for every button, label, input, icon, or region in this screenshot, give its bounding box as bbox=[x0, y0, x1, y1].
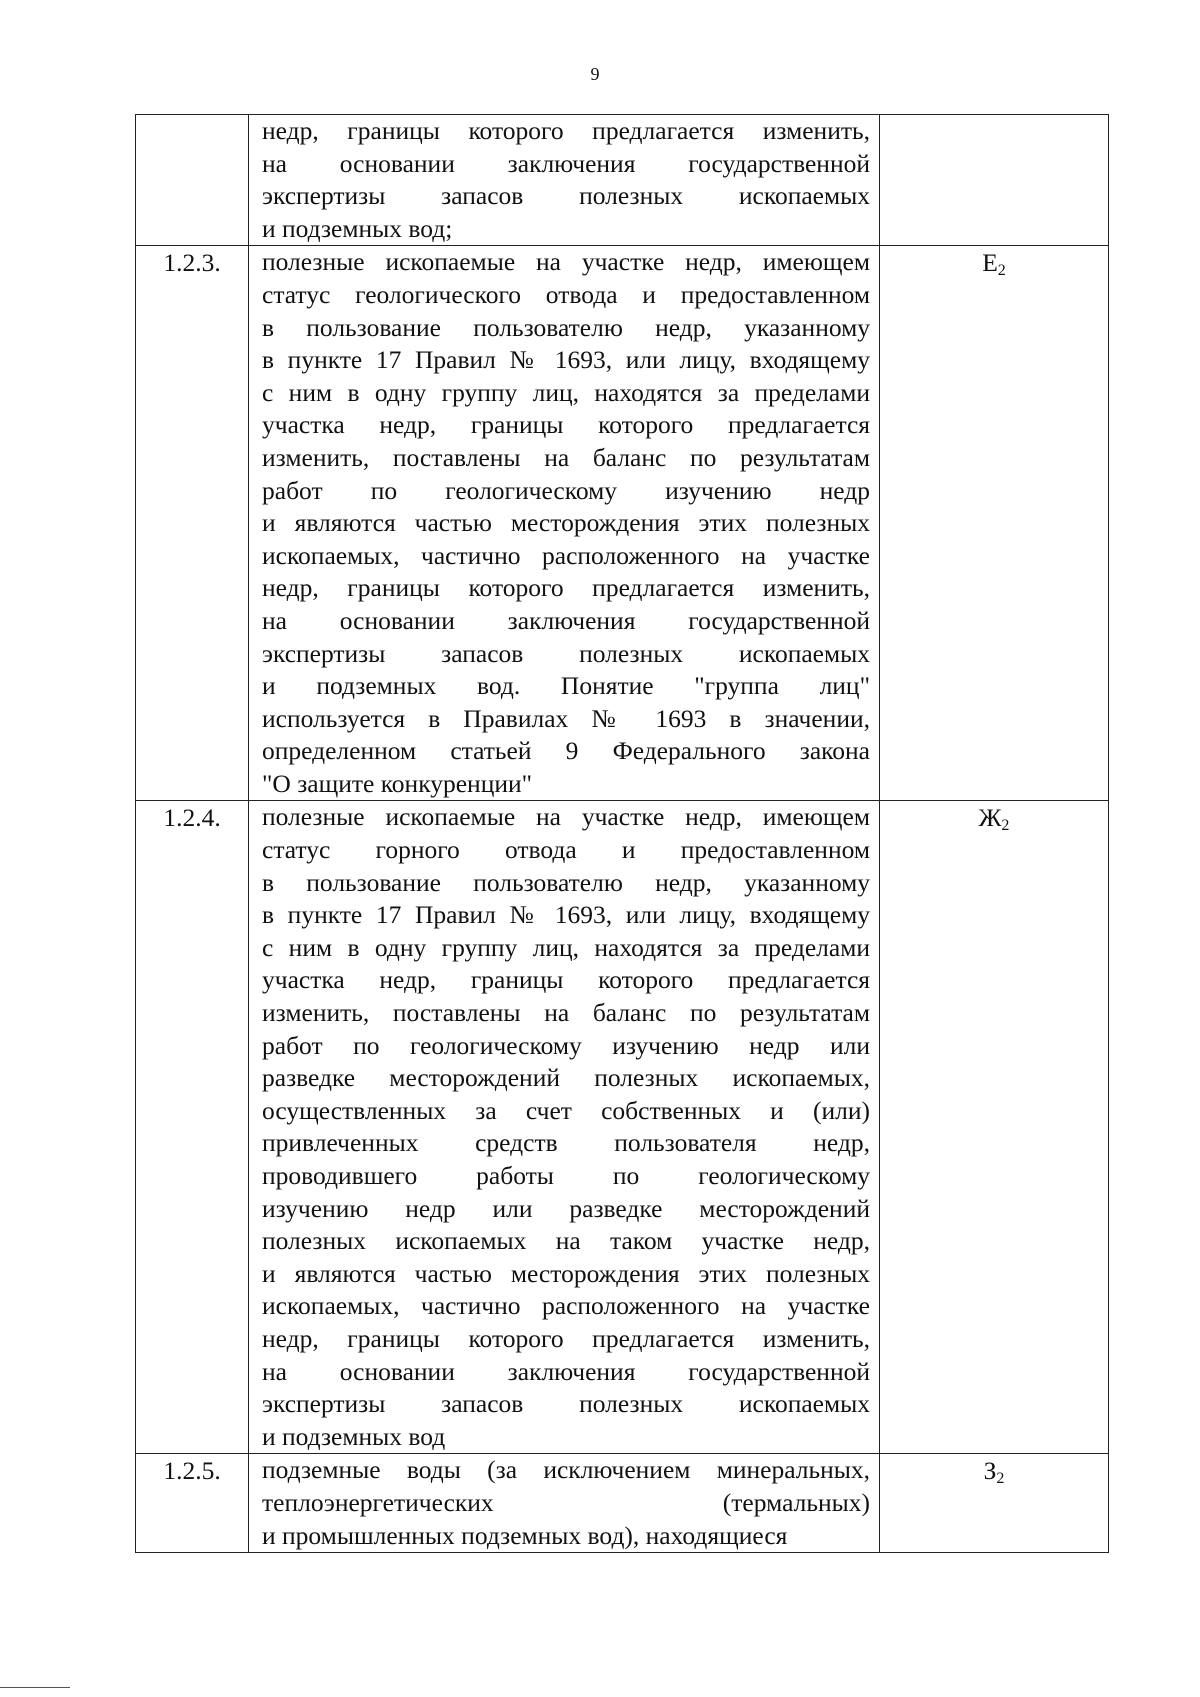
item-number: 1.2.3. bbox=[136, 246, 249, 801]
description-line: в пользование пользователю недр, указанному bbox=[262, 867, 870, 897]
code-subscript: 2 bbox=[997, 262, 1006, 280]
description-line: и подземных вод. Понятие "группа лиц" bbox=[262, 671, 870, 701]
description-line: на основании заключения государственной bbox=[262, 148, 870, 178]
description-line: в пользование пользователю недр, указанному bbox=[262, 312, 870, 342]
description-line: полезных ископаемых на таком участке недр, bbox=[262, 1226, 870, 1256]
description-line: осуществленных за счет собственных и (или) bbox=[262, 1095, 870, 1125]
description-line: теплоэнергетических (термальных) bbox=[262, 1487, 870, 1517]
code-letter: З bbox=[983, 1456, 997, 1486]
item-code bbox=[880, 1454, 1109, 1553]
description-line: на основании заключения государственной bbox=[262, 1356, 870, 1386]
description-line: ископаемых, частично расположенного на участке bbox=[262, 540, 870, 570]
item-description bbox=[249, 246, 880, 801]
description-line: экспертизы запасов полезных ископаемых bbox=[262, 1389, 870, 1419]
item-number bbox=[136, 115, 249, 246]
description-line: недр, границы которого предлагается изменить, bbox=[262, 1323, 870, 1353]
description-line: статус геологического отвода и предоставленном bbox=[262, 279, 870, 309]
code-label bbox=[983, 1456, 1005, 1488]
description-line: полезные ископаемые на участке недр, имеющем bbox=[262, 802, 870, 832]
description-line: недр, границы которого предлагается изменить, bbox=[262, 573, 870, 603]
item-description bbox=[249, 1454, 880, 1553]
description-line: и являются частью месторождения этих полезных bbox=[262, 1258, 870, 1288]
item-code bbox=[880, 246, 1109, 801]
code-subscript: 2 bbox=[996, 1470, 1005, 1488]
description-line: участка недр, границы которого предлагается bbox=[262, 410, 870, 440]
code-letter: Ж bbox=[978, 803, 1002, 833]
description-line: и подземных вод bbox=[262, 1421, 446, 1451]
table-row bbox=[136, 246, 1109, 801]
description-line: полезные ископаемые на участке недр, имеющем bbox=[262, 247, 870, 277]
description-line: используется в Правилах № 1693 в значении, bbox=[262, 703, 870, 733]
description-line: и подземных вод; bbox=[262, 213, 453, 243]
table-row bbox=[136, 115, 1109, 246]
description-line: определенном статьей 9 Федерального закона bbox=[262, 736, 870, 766]
description-line: изучению недр или разведке месторождений bbox=[262, 1193, 870, 1223]
description-line: недр, границы которого предлагается изменить, bbox=[262, 116, 870, 145]
table-body bbox=[136, 115, 1109, 1553]
description-line: в пункте 17 Правил № 1693, или лицу, входящему bbox=[262, 900, 870, 930]
table-row bbox=[136, 801, 1109, 1454]
description-line: ископаемых, частично расположенного на участке bbox=[262, 1291, 870, 1321]
description-line: подземные воды (за исключением минеральных, bbox=[262, 1455, 870, 1485]
item-number: 1.2.4. bbox=[136, 801, 249, 1454]
code-label bbox=[982, 248, 1006, 280]
description-line: в пункте 17 Правил № 1693, или лицу, входящему bbox=[262, 345, 870, 375]
description-line: и промышленных подземных вод), находящиеся bbox=[262, 1520, 788, 1550]
description-line: проводившего работы по геологическому bbox=[262, 1161, 870, 1190]
description-line: участка недр, границы которого предлагается bbox=[262, 965, 870, 995]
description-line: с ним в одну группу лиц, находятся за пределами bbox=[262, 932, 870, 962]
description-line: изменить, поставлены на баланс по результатам bbox=[262, 998, 870, 1028]
description-line: разведке месторождений полезных ископаемых, bbox=[262, 1063, 870, 1093]
item-number: 1.2.5. bbox=[136, 1454, 249, 1553]
code-letter: Е bbox=[982, 248, 998, 278]
item-code bbox=[880, 115, 1109, 246]
description-line: изменить, поставлены на баланс по результатам bbox=[262, 442, 870, 472]
table-row bbox=[136, 1454, 1109, 1553]
code-label bbox=[978, 803, 1010, 835]
footer-rule bbox=[0, 1687, 70, 1688]
description-line: на основании заключения государственной bbox=[262, 605, 870, 635]
description-line: статус горного отвода и предоставленном bbox=[262, 835, 870, 865]
description-line: экспертизы запасов полезных ископаемых bbox=[262, 638, 870, 668]
item-code bbox=[880, 801, 1109, 1454]
description-line: экспертизы запасов полезных ископаемых bbox=[262, 181, 870, 211]
document-table bbox=[135, 114, 1109, 1553]
item-description bbox=[249, 115, 880, 246]
description-line: с ним в одну группу лиц, находятся за пределами bbox=[262, 377, 870, 407]
code-subscript: 2 bbox=[1001, 817, 1010, 835]
description-line: привлеченных средств пользователя недр, bbox=[262, 1128, 870, 1158]
description-line: работ по геологическому изучению недр или bbox=[262, 1030, 870, 1060]
page-number: 9 bbox=[590, 64, 600, 84]
description-line: "О защите конкуренции" bbox=[262, 768, 533, 798]
item-description bbox=[249, 801, 880, 1454]
description-line: и являются частью месторождения этих полезных bbox=[262, 508, 870, 538]
description-line: работ по геологическому изучению недр bbox=[262, 475, 870, 505]
